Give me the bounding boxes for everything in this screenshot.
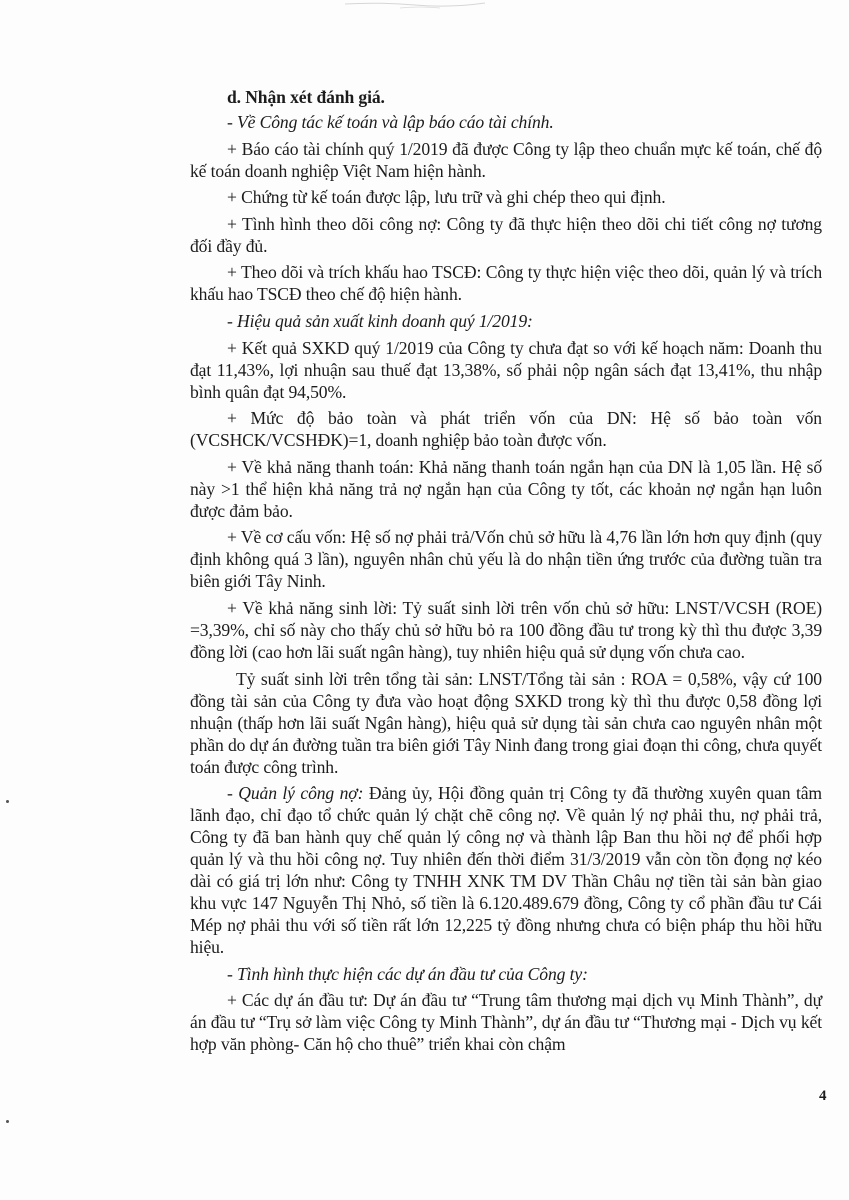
scan-artifact bbox=[340, 0, 490, 10]
paragraph: Tỷ suất sinh lời trên tổng tài sản: LNST/Tổng tài sản : ROA = 0,58%, vậy cứ 100 đồng tài sản của Công ty đưa vào hoạt động SXKD trong kỳ thì thu được 0,58 đồng lợi nhuận (thấp hơn lãi suất Ngân hàng), hiệu quả sử dụng tài sản chưa cao nguyên nhân một phần do dự án đường tuần tra biên giới Tây Ninh đang trong giai đoạn thi công, chưa quyết toán được công trình. bbox=[190, 668, 822, 777]
investment-projects-section-title: - Tình hình thực hiện các dự án đầu tư của Công ty: bbox=[227, 963, 588, 984]
paragraph: + Kết quả SXKD quý 1/2019 của Công ty chưa đạt so với kế hoạch năm: Doanh thu đạt 11,43%, lợi nhuận sau thuế đạt 13,38%, số phải nộp ngân sách đạt 13,41%, thu nhập bình quân đạt 94,50%. bbox=[190, 337, 822, 402]
paragraph: + Tình hình theo dõi công nợ: Công ty đã thực hiện theo dõi chi tiết công nợ tương đối đầy đủ. bbox=[190, 213, 822, 256]
paragraph: + Về cơ cấu vốn: Hệ số nợ phải trả/Vốn chủ sở hữu là 4,76 lần lớn hơn quy định (quy định không quá 3 lần), nguyên nhân chủ yếu là do nhận tiền ứng trước của đường tuần tra biên giới Tây Ninh. bbox=[190, 527, 822, 592]
debt-management-text: Đảng ủy, Hội đồng quản trị Công ty đã thường xuyên quan tâm lãnh đạo, chỉ đạo tổ chức quản lý chặt chẽ công nợ. Về quản lý nợ phải thu, nợ phải trả, Công ty đã ban hành quy chế quản lý công nợ và thành lập Ban thu hồi nợ để phối hợp quản lý và thu hồi công nợ. Tuy nhiên đến thời điểm 31/3/2019 vẫn còn tồn đọng nợ kéo dài có giá trị lớn như: Công ty TNHH XNK TM DV Thần Châu nợ tiền tài sản bàn giao khu vực 147 Nguyễn Thị Nhỏ, số tiền là 6.120.489.679 đồng, Công ty cổ phần đầu tư Cái Mép nợ phải thu với số tiền rất lớn 12,225 tỷ đồng nhưng chưa có biện pháp thu hồi hữu hiệu. bbox=[190, 783, 822, 958]
section-heading: d. Nhận xét đánh giá. bbox=[227, 87, 385, 107]
paragraph: + Theo dõi và trích khấu hao TSCĐ: Công ty thực hiện việc theo dõi, quản lý và trích khấu hao TSCĐ theo chế độ hiện hành. bbox=[190, 262, 822, 305]
debt-management-paragraph bbox=[190, 782, 822, 958]
paragraph: + Mức độ bảo toàn và phát triển vốn của DN: Hệ số bảo toàn vốn (VCSHCK/VCSHĐK)=1, doanh nghiệp bảo toàn được vốn. bbox=[190, 408, 822, 451]
scan-speck bbox=[6, 800, 9, 803]
business-efficiency-section-title: - Hiệu quả sản xuất kinh doanh quý 1/2019: bbox=[227, 310, 533, 331]
page-number: 4 bbox=[819, 1088, 827, 1104]
paragraph: + Chứng từ kế toán được lập, lưu trữ và ghi chép theo qui định. bbox=[227, 187, 666, 208]
document-body bbox=[190, 86, 822, 1060]
paragraph: + Về khả năng thanh toán: Khả năng thanh toán ngắn hạn của DN là 1,05 lần. Hệ số này >1 thể hiện khả năng trả nợ ngắn hạn của Công ty tốt, các khoản nợ ngắn hạn luôn được đảm bảo. bbox=[190, 456, 822, 521]
paragraph: + Báo cáo tài chính quý 1/2019 đã được Công ty lập theo chuẩn mực kế toán, chế độ kế toán doanh nghiệp Việt Nam hiện hành. bbox=[190, 138, 822, 181]
paragraph: + Về khả năng sinh lời: Tỷ suất sinh lời trên vốn chủ sở hữu: LNST/VCSH (ROE) =3,39%, chỉ số này cho thấy chủ sở hữu bỏ ra 100 đồng đầu tư trong kỳ thì thu được 3,39 đồng lời (cao hơn lãi suất ngân hàng), tuy nhiên hiệu quả sử dụng vốn chưa cao. bbox=[190, 597, 822, 662]
paragraph: + Các dự án đầu tư: Dự án đầu tư “Trung tâm thương mại dịch vụ Minh Thành”, dự án đầu tư “Trụ sở làm việc Công ty Minh Thành”, dự án đầu tư “Thương mại - Dịch vụ kết hợp văn phòng- Căn hộ cho thuê” triển khai còn chậm bbox=[190, 990, 822, 1055]
debt-management-label: - Quản lý công nợ: bbox=[227, 783, 364, 804]
accounting-section-title: - Về Công tác kế toán và lập báo cáo tài chính. bbox=[227, 112, 554, 132]
scan-speck bbox=[6, 1120, 9, 1123]
